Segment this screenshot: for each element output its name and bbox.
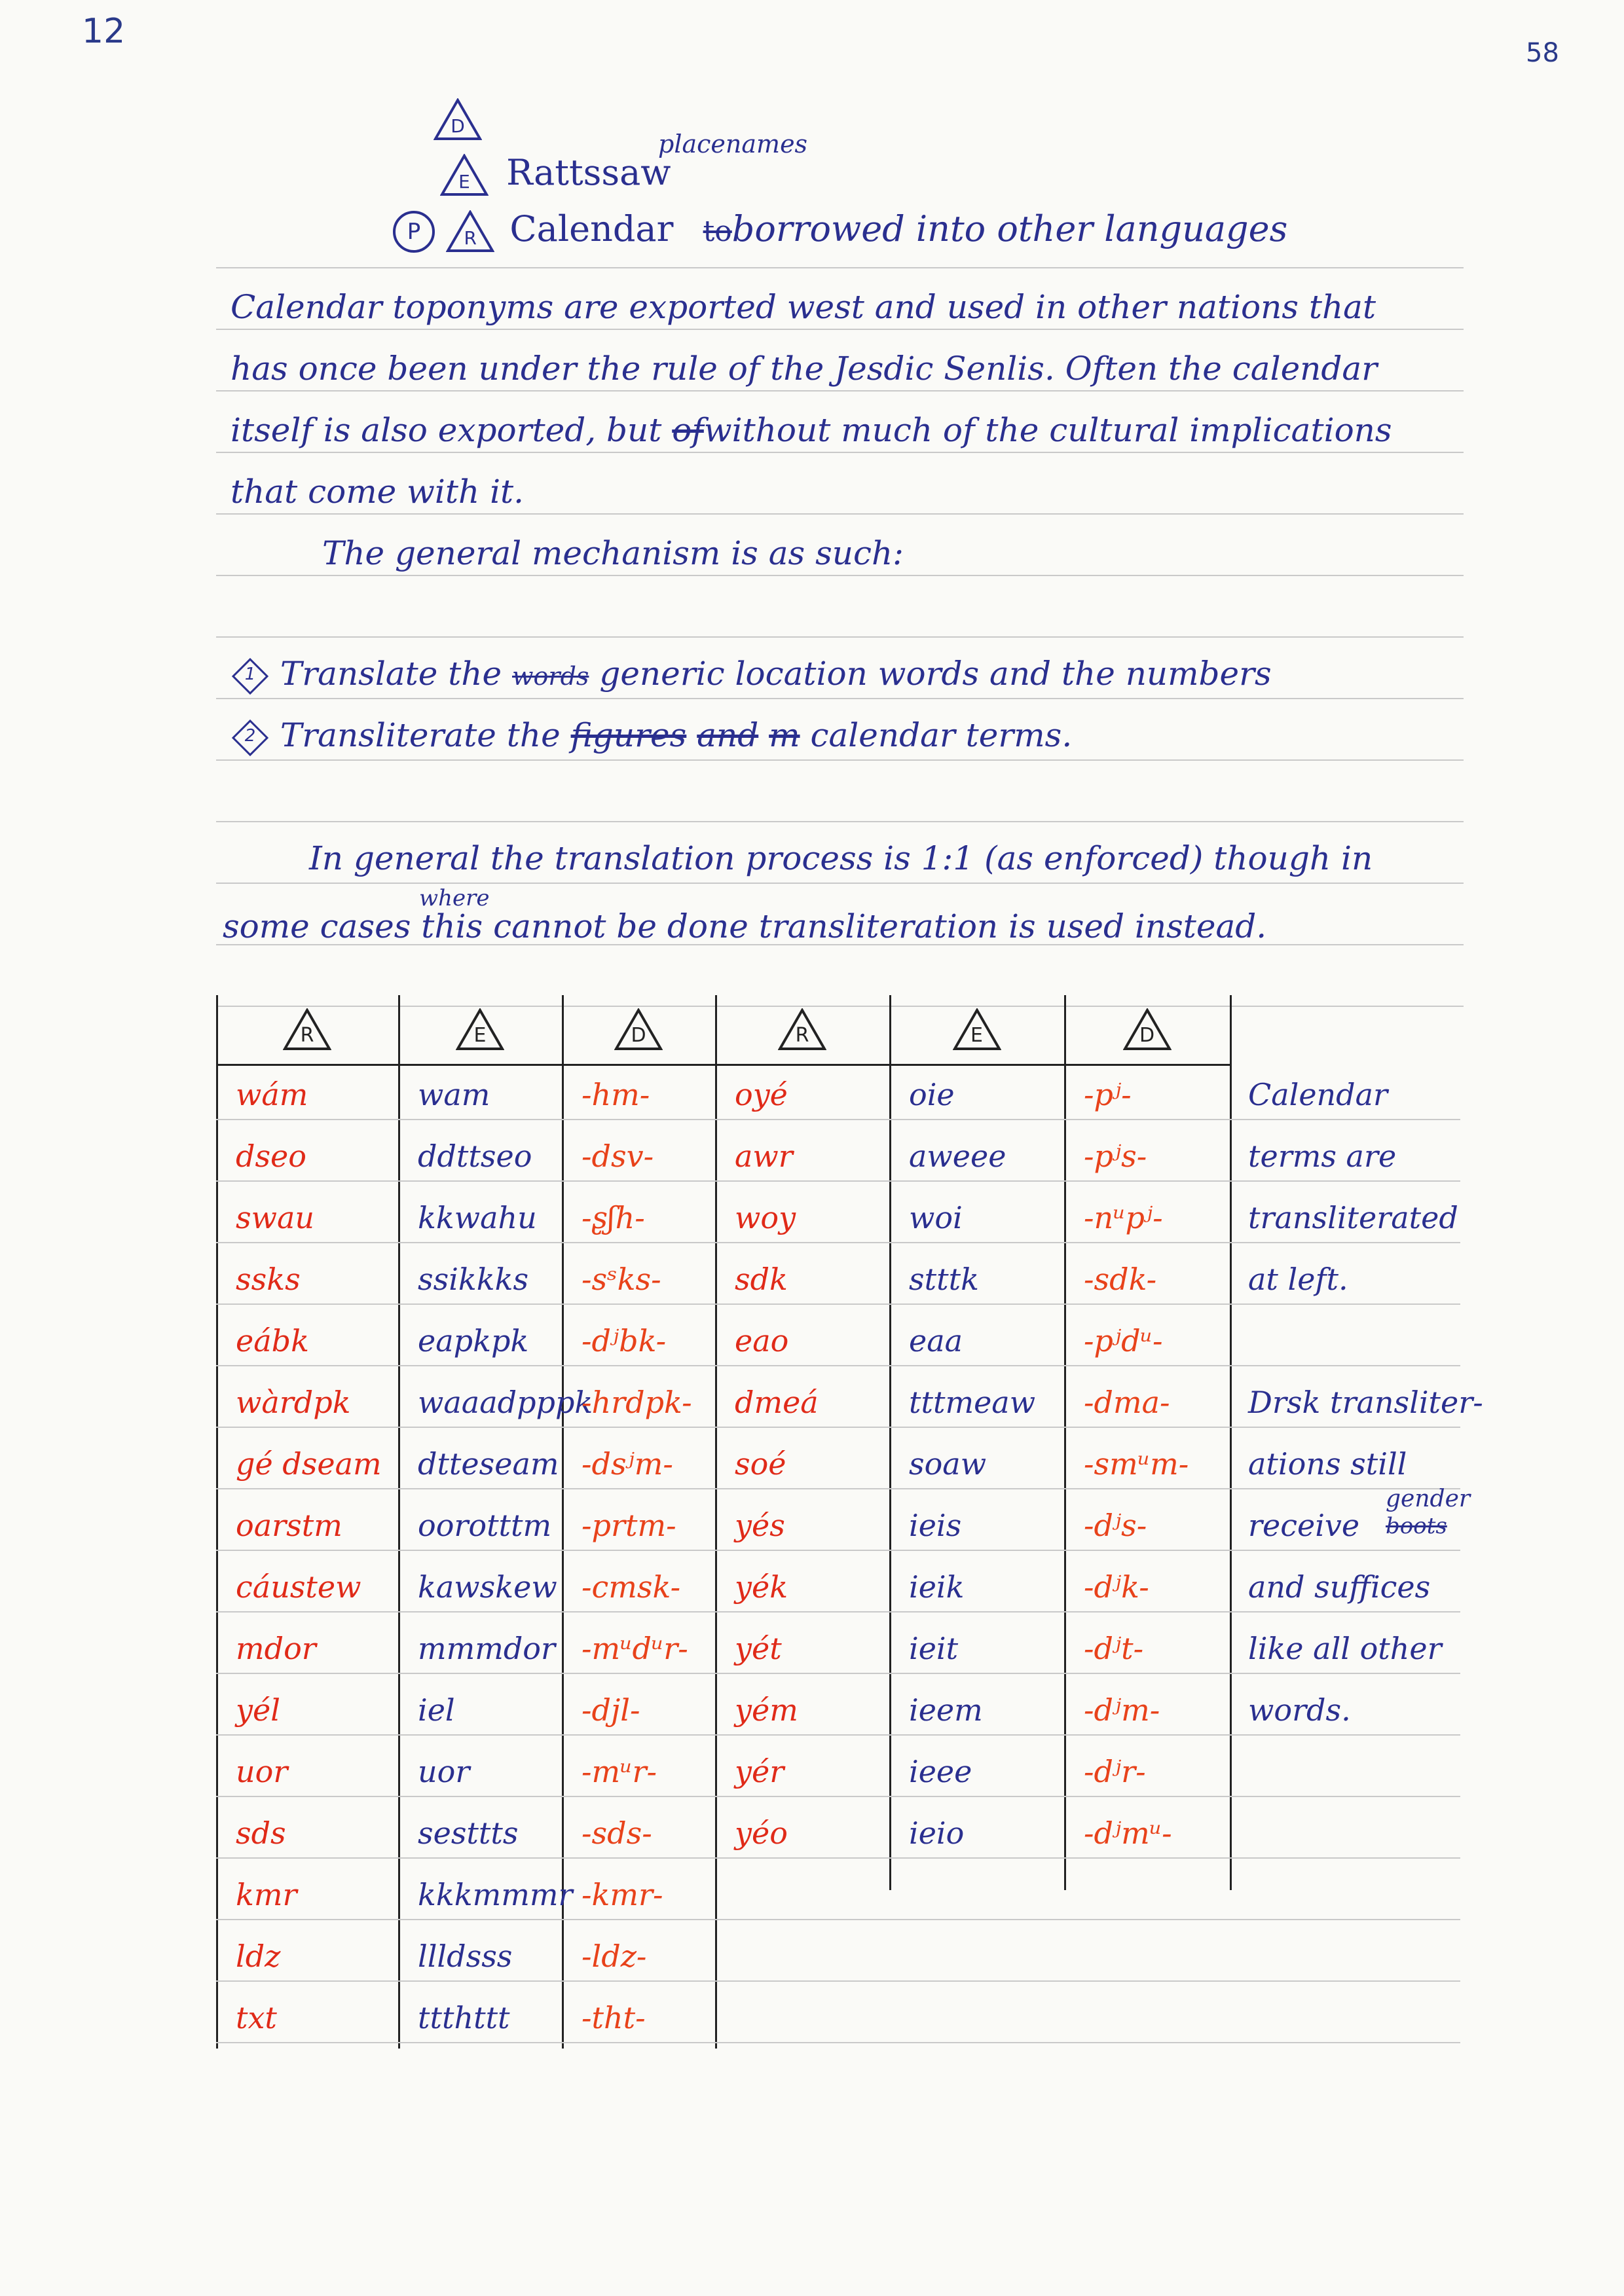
calendar-note-line: at left. bbox=[1248, 1262, 1348, 1297]
calendar-note-line: terms are bbox=[1248, 1139, 1397, 1174]
right-table-cell: -dma- bbox=[1084, 1385, 1170, 1420]
table-header-cell bbox=[456, 1008, 504, 1051]
calendar-text: Calendar bbox=[509, 208, 674, 249]
left-table-cell: iel bbox=[418, 1692, 455, 1728]
table-header-rule bbox=[216, 1064, 1230, 1066]
left-table-cell: eábk bbox=[236, 1323, 309, 1358]
left-table-cell: -cmsk- bbox=[581, 1569, 681, 1605]
left-table-cell: wám bbox=[236, 1077, 308, 1112]
left-table-cell: ttthttt bbox=[418, 2000, 510, 2035]
table-row-ruling bbox=[216, 1734, 1460, 1736]
right-table-cell: woi bbox=[909, 1200, 963, 1235]
left-table-cell: txt bbox=[236, 2000, 277, 2035]
right-table-cell: tttmeaw bbox=[909, 1385, 1036, 1420]
left-table-cell: cáustew bbox=[236, 1569, 361, 1605]
ruling-line bbox=[216, 698, 1464, 699]
table-row-ruling bbox=[216, 1673, 1460, 1674]
left-table-cell: -kmr- bbox=[581, 1877, 663, 1912]
table-column-divider bbox=[889, 995, 891, 1890]
table-header-cell bbox=[1123, 1008, 1172, 1051]
left-table-cell: kkwahu bbox=[418, 1200, 537, 1235]
left-table-cell: ldz bbox=[236, 1939, 281, 1974]
ruling-line bbox=[216, 267, 1464, 268]
right-table-cell: ieio bbox=[909, 1815, 965, 1851]
left-table-cell: yél bbox=[236, 1692, 280, 1728]
right-table-cell: -nᵘpʲ- bbox=[1084, 1200, 1163, 1235]
left-table-cell: llldsss bbox=[418, 1939, 513, 1974]
para1-line3: itself is also exported, but ofwithout much of the cultural implications bbox=[231, 411, 1392, 449]
para1-line4: that come with it. bbox=[231, 473, 525, 511]
right-table-cell: -dʲm- bbox=[1084, 1692, 1160, 1728]
table-header-label: D bbox=[1139, 1024, 1155, 1047]
left-table-cell: -tht- bbox=[581, 2000, 646, 2035]
right-table-cell: aweee bbox=[909, 1139, 1006, 1174]
triangle-r-icon: R bbox=[446, 210, 494, 253]
table-row-ruling bbox=[216, 1365, 1460, 1366]
ruling-line bbox=[216, 1006, 1464, 1007]
header-triangle-d: D bbox=[434, 98, 482, 141]
right-table-cell: -dʲk- bbox=[1084, 1569, 1149, 1605]
drsk-note-line: ations still bbox=[1248, 1446, 1407, 1482]
table-header-label: E bbox=[473, 1024, 487, 1047]
right-table-cell: yéo bbox=[735, 1815, 788, 1851]
left-table-cell: dseo bbox=[236, 1139, 306, 1174]
boots-annotation: boots bbox=[1386, 1513, 1447, 1539]
ruling-line bbox=[216, 390, 1464, 392]
para2-line1: The general mechanism is as such: bbox=[322, 534, 904, 572]
struck-word: to bbox=[703, 215, 732, 248]
left-table-cell: -hm- bbox=[581, 1077, 650, 1112]
rattssaw-text: Rattssaw bbox=[506, 152, 671, 193]
left-table-cell: waaadpppk bbox=[418, 1385, 593, 1420]
left-table-cell: uor bbox=[236, 1754, 288, 1789]
left-table-cell: eapkpk bbox=[418, 1323, 529, 1358]
right-table-cell: sdk bbox=[735, 1262, 788, 1297]
left-table-cell: -ldz- bbox=[581, 1939, 647, 1974]
circle-p-icon: P bbox=[393, 211, 435, 253]
ruling-line bbox=[216, 883, 1464, 884]
table-row-ruling bbox=[216, 1242, 1460, 1243]
table-header-cell bbox=[778, 1008, 826, 1051]
right-table-cell: -smᵘm- bbox=[1084, 1446, 1189, 1482]
right-table-cell: soaw bbox=[909, 1446, 987, 1482]
table-header-cell bbox=[953, 1008, 1001, 1051]
table-header-label: R bbox=[300, 1024, 314, 1047]
drsk-note-line: Drsk transliter- bbox=[1248, 1385, 1483, 1420]
right-table-cell: oie bbox=[909, 1077, 955, 1112]
page-number-right: 58 bbox=[1526, 38, 1559, 68]
ruling-line bbox=[216, 329, 1464, 330]
right-table-cell: -dʲs- bbox=[1084, 1508, 1147, 1543]
left-table-cell: wam bbox=[418, 1077, 490, 1112]
ruling-line bbox=[216, 636, 1464, 638]
drsk-note-line: and suffices bbox=[1248, 1569, 1431, 1605]
placenames-annotation: placenames bbox=[658, 130, 808, 158]
caret-where: where bbox=[419, 885, 490, 911]
table-row-ruling bbox=[216, 1119, 1460, 1120]
gender-annotation: gender bbox=[1386, 1485, 1471, 1512]
table-header-label: E bbox=[970, 1024, 983, 1047]
para1-line1: Calendar toponyms are exported west and used in other nations that bbox=[231, 288, 1376, 326]
para1-line2: has once been under the rule of the Jesdic Senlis. Often the calendar bbox=[231, 350, 1378, 388]
right-table-cell: -dʲr- bbox=[1084, 1754, 1146, 1789]
right-table-cell: eao bbox=[735, 1323, 789, 1358]
step-2: 2 Transliterate the figures and m calendar terms. bbox=[231, 716, 1072, 757]
calendar-note-line: Calendar bbox=[1248, 1077, 1388, 1112]
table-row-ruling bbox=[216, 1180, 1460, 1182]
table-column-divider bbox=[715, 995, 717, 2049]
table-column-divider bbox=[216, 995, 218, 2049]
right-table-cell: -dʲmᵘ- bbox=[1084, 1815, 1172, 1851]
left-table-cell: gé dseam bbox=[236, 1446, 382, 1482]
right-table-cell: -pʲdᵘ- bbox=[1084, 1323, 1163, 1358]
table-column-divider bbox=[398, 995, 400, 2049]
right-table-cell: stttk bbox=[909, 1262, 979, 1297]
left-table-cell: dtteseam bbox=[418, 1446, 559, 1482]
table-row-ruling bbox=[216, 1303, 1460, 1305]
table-header-cell bbox=[614, 1008, 663, 1051]
table-column-divider bbox=[1230, 995, 1232, 1890]
table-header-label: D bbox=[631, 1024, 646, 1047]
step-1: 1 Translate the words generic location words and the numbers bbox=[231, 655, 1272, 696]
table-row-ruling bbox=[216, 1857, 1460, 1859]
left-table-cell: -ʂʃh- bbox=[581, 1200, 645, 1235]
right-table-cell: yét bbox=[735, 1631, 782, 1666]
left-table-cell: sesttts bbox=[418, 1815, 519, 1851]
right-table-cell: yér bbox=[735, 1754, 784, 1789]
triangle-e-icon: E bbox=[440, 154, 489, 197]
left-table-cell: -hrdpk- bbox=[581, 1385, 692, 1420]
right-table-cell: eaa bbox=[909, 1323, 963, 1358]
right-table-cell: woy bbox=[735, 1200, 796, 1235]
left-table-cell: -mᵘdᵘr- bbox=[581, 1631, 688, 1666]
left-table-cell: -mᵘr- bbox=[581, 1754, 657, 1789]
drsk-note-line: like all other bbox=[1248, 1631, 1442, 1666]
left-table-cell: uor bbox=[418, 1754, 470, 1789]
table-row-ruling bbox=[216, 1550, 1460, 1551]
table-row-ruling bbox=[216, 1427, 1460, 1428]
right-table-cell: yém bbox=[735, 1692, 798, 1728]
left-table-cell: -sds- bbox=[581, 1815, 652, 1851]
left-table-cell: -dsʲm- bbox=[581, 1446, 673, 1482]
right-table-cell: -dʲt- bbox=[1084, 1631, 1144, 1666]
right-table-cell: -pʲ- bbox=[1084, 1077, 1132, 1112]
para3-line2: some cases this cannot be done transliteration is used instead. bbox=[223, 907, 1267, 945]
right-table-cell: -pʲs- bbox=[1084, 1139, 1147, 1174]
left-table-cell: kawskew bbox=[418, 1569, 557, 1605]
right-table-cell: -sdk- bbox=[1084, 1262, 1157, 1297]
ruling-line bbox=[216, 821, 1464, 822]
left-table-cell: -dsv- bbox=[581, 1139, 654, 1174]
left-table-cell: ssks bbox=[236, 1262, 301, 1297]
left-table-cell: -dʲbk- bbox=[581, 1323, 667, 1358]
table-row-ruling bbox=[216, 2042, 1460, 2043]
right-table-cell: awr bbox=[735, 1139, 793, 1174]
left-table-cell: -djl- bbox=[581, 1692, 640, 1728]
table-row-ruling bbox=[216, 1796, 1460, 1797]
right-table-cell: soé bbox=[735, 1446, 786, 1482]
right-table-cell: oyé bbox=[735, 1077, 788, 1112]
left-table-cell: -prtm- bbox=[581, 1508, 676, 1543]
page-number-left: 12 bbox=[82, 12, 126, 51]
left-table-cell: sds bbox=[236, 1815, 286, 1851]
right-table-cell: ieem bbox=[909, 1692, 983, 1728]
right-table-cell: ieee bbox=[909, 1754, 972, 1789]
para3-line1: In general the translation process is 1:1 (as enforced) though in bbox=[309, 839, 1373, 877]
ruling-line bbox=[216, 759, 1464, 761]
table-row-ruling bbox=[216, 1980, 1460, 1982]
right-table-cell: ieik bbox=[909, 1569, 965, 1605]
drsk-note-line: receive bbox=[1248, 1508, 1360, 1543]
left-table-cell: swau bbox=[236, 1200, 315, 1235]
left-table-cell: oarstm bbox=[236, 1508, 342, 1543]
left-table-cell: kkkmmmr bbox=[418, 1877, 573, 1912]
borrowed-text: borrowed into other languages bbox=[731, 208, 1288, 249]
left-table-cell: ddttseo bbox=[418, 1139, 532, 1174]
calendar-note-line: transliterated bbox=[1248, 1200, 1458, 1235]
table-row-ruling bbox=[216, 1488, 1460, 1489]
right-table-cell: yés bbox=[735, 1508, 785, 1543]
right-table-cell: dmeá bbox=[735, 1385, 819, 1420]
step-1-marker-icon: 1 bbox=[231, 657, 270, 696]
right-table-cell: ieit bbox=[909, 1631, 959, 1666]
drsk-note-line: words. bbox=[1248, 1692, 1351, 1728]
left-table-cell: wàrdpk bbox=[236, 1385, 351, 1420]
header-line-e bbox=[440, 152, 671, 197]
table-header-cell bbox=[283, 1008, 331, 1051]
step-2-marker-icon: 2 bbox=[231, 718, 270, 757]
left-table-cell: ssikkks bbox=[418, 1262, 529, 1297]
left-table-cell: mdor bbox=[236, 1631, 316, 1666]
ruling-line bbox=[216, 513, 1464, 515]
right-table-cell: yék bbox=[735, 1569, 788, 1605]
left-table-cell: -sˢks- bbox=[581, 1262, 661, 1297]
right-table-cell: ieis bbox=[909, 1508, 962, 1543]
ruling-line bbox=[216, 452, 1464, 453]
left-table-cell: mmmdor bbox=[418, 1631, 555, 1666]
header-line-p bbox=[393, 208, 1287, 253]
table-row-ruling bbox=[216, 1919, 1460, 1920]
left-table-cell: oorotttm bbox=[418, 1508, 552, 1543]
table-column-divider bbox=[1064, 995, 1066, 1890]
left-table-cell: kmr bbox=[236, 1877, 297, 1912]
ruling-line bbox=[216, 575, 1464, 576]
table-row-ruling bbox=[216, 1611, 1460, 1613]
table-header-label: R bbox=[795, 1024, 809, 1047]
